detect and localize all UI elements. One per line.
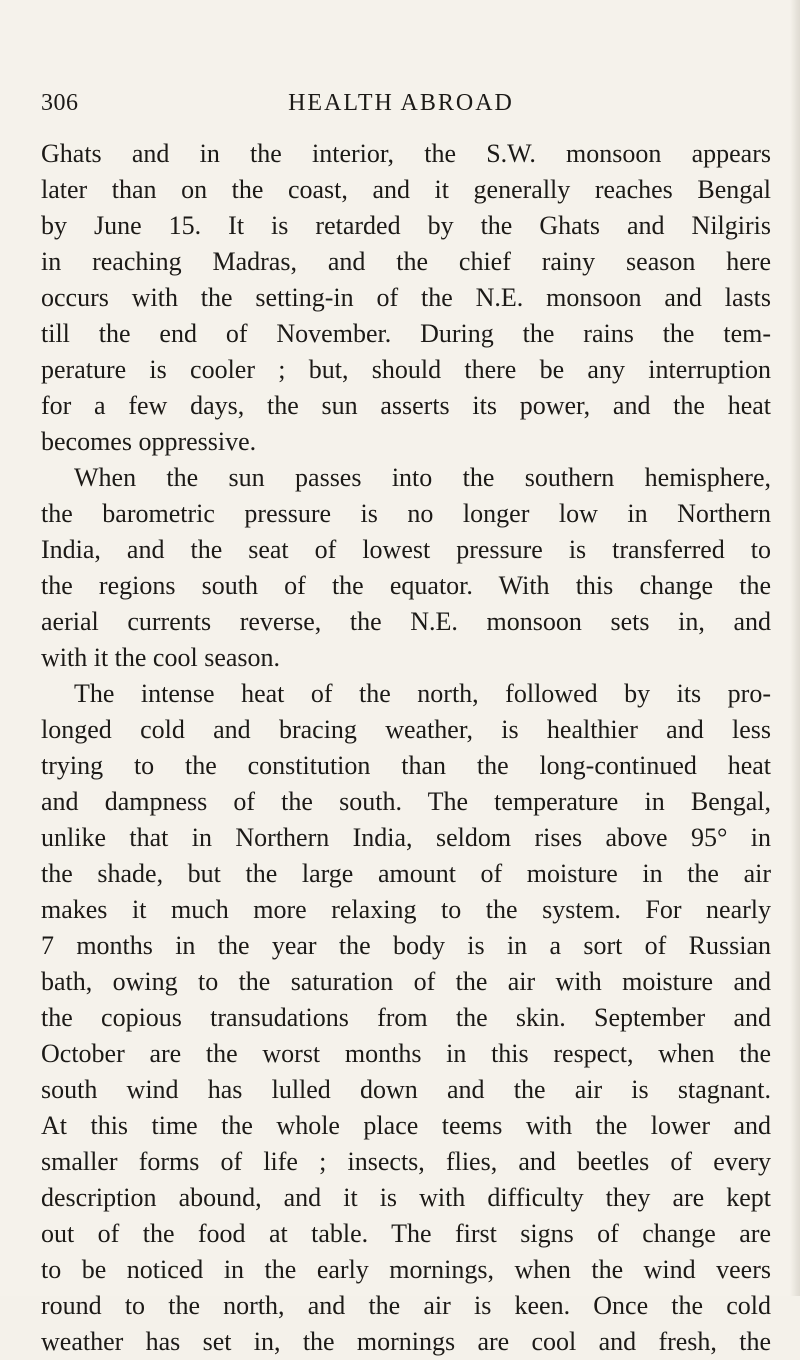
page-number: 306 — [41, 90, 79, 116]
text-line: occurs with the setting-in of the N.E. monsoon and lasts — [41, 283, 771, 312]
text-line: bath, owing to the saturation of the air with moisture and — [41, 967, 771, 996]
text-line: At this time the whole place teems with the lower and — [41, 1111, 771, 1140]
page-header — [41, 86, 761, 120]
text-line: weather has set in, the mornings are cool and fresh, the — [41, 1327, 771, 1356]
text-line: makes it much more relaxing to the system. For nearly — [41, 895, 771, 924]
paragraph-start-line: The intense heat of the north, followed by its pro- — [74, 679, 771, 708]
text-line: unlike that in Northern India, seldom rises above 95° in — [41, 823, 771, 852]
text-line: for a few days, the sun asserts its power, and the heat — [41, 391, 771, 420]
text-line: with it the cool season. — [41, 643, 281, 672]
text-line: till the end of November. During the rains the tem- — [41, 319, 771, 348]
text-line: by June 15. It is retarded by the Ghats and Nilgiris — [41, 211, 771, 240]
text-line: the regions south of the equator. With this change the — [41, 571, 771, 600]
text-line: the shade, but the large amount of moisture in the air — [41, 859, 771, 888]
text-line: becomes oppressive. — [41, 427, 257, 456]
text-line: south wind has lulled down and the air is stagnant. — [41, 1075, 771, 1104]
text-line: to be noticed in the early mornings, when the wind veers — [41, 1255, 771, 1284]
text-line: in reaching Madras, and the chief rainy season here — [41, 247, 771, 276]
paragraph-start-line: When the sun passes into the southern hemisphere, — [74, 463, 771, 492]
text-line: smaller forms of life ; insects, flies, and beetles of every — [41, 1147, 771, 1176]
text-line: later than on the coast, and it generally reaches Bengal — [41, 175, 771, 204]
text-line: October are the worst months in this respect, when the — [41, 1039, 771, 1068]
text-line: and dampness of the south. The temperature in Bengal, — [41, 787, 771, 816]
page-edge-shadow — [790, 0, 800, 1296]
text-line: perature is cooler ; but, should there be any interruption — [41, 355, 771, 384]
running-head: HEALTH ABROAD — [288, 90, 514, 116]
text-line: longed cold and bracing weather, is healthier and less — [41, 715, 771, 744]
body-text — [41, 136, 771, 1360]
text-line: round to the north, and the air is keen. Once the cold — [41, 1291, 771, 1320]
text-line: out of the food at table. The first signs of change are — [41, 1219, 771, 1248]
text-line: the copious transudations from the skin. September and — [41, 1003, 771, 1032]
text-line: aerial currents reverse, the N.E. monsoon sets in, and — [41, 607, 771, 636]
text-line: description abound, and it is with difficulty they are kept — [41, 1183, 771, 1212]
text-line: Ghats and in the interior, the S.W. monsoon appears — [41, 139, 771, 168]
text-line: India, and the seat of lowest pressure is transferred to — [41, 535, 771, 564]
text-line: trying to the constitution than the long-continued heat — [41, 751, 771, 780]
text-line: the barometric pressure is no longer low in Northern — [41, 499, 771, 528]
text-line: 7 months in the year the body is in a sort of Russian — [41, 931, 771, 960]
